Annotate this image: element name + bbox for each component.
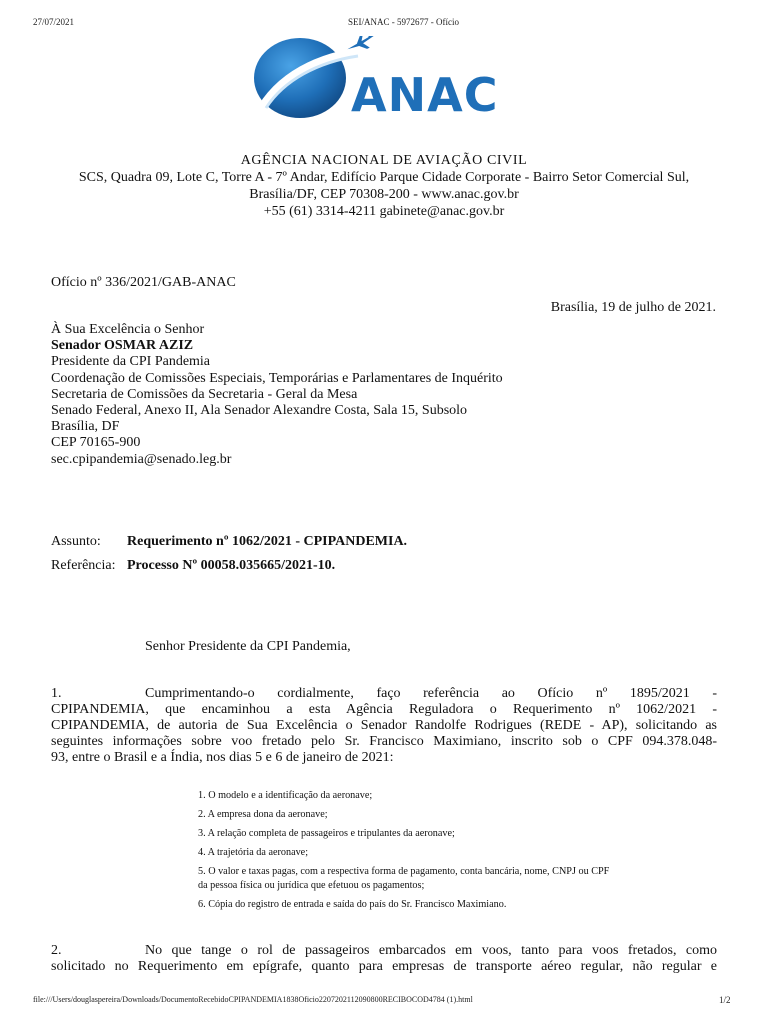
list-item: 5. O valor e taxas pagas, com a respectiva forma de pagamento, conta bancária, nome, CNPJ ou CPF — [198, 866, 610, 877]
recipient-line: CEP 70165-900 — [51, 435, 141, 451]
list-item-continuation: da pessoa física ou jurídica que efetuou os pagamentos; — [198, 880, 425, 891]
recipient-name-prefix: Senador — [51, 338, 105, 354]
requested-items-list — [198, 789, 738, 917]
recipient-line: Brasília, DF — [51, 419, 120, 435]
print-date: 27/07/2021 — [33, 17, 75, 27]
agency-header — [30, 152, 738, 220]
subject-label: Assunto: — [51, 534, 101, 549]
recipient-line: Presidente da CPI Pandemia — [51, 354, 211, 370]
paragraph-2-number: 2. — [51, 943, 62, 958]
recipient-line: Secretaria de Comissões da Secretaria - Geral da Mesa — [51, 386, 358, 402]
salutation: Senhor Presidente da CPI Pandemia, — [145, 639, 351, 654]
print-page-number: 1/2 — [719, 995, 731, 1005]
paragraph-1-lead: Cumprimentando-o cordialmente, faço referência ao Ofício nº 1895/2021 - — [145, 686, 717, 701]
print-title: SEI/ANAC - 5972677 - Ofício — [348, 17, 459, 27]
paragraph-1-line: CPIPANDEMIA, de autoria de Sua Excelência o Senador Randolfe Rodrigues (REDE - AP), solicitando as — [51, 718, 717, 733]
list-item: 2. A empresa dona da aeronave; — [198, 809, 328, 820]
subject-text: Requerimento nº 1062/2021 - CPIPANDEMIA. — [127, 534, 408, 549]
logo-wordmark: ANAC — [351, 68, 499, 122]
reference-label: Referência: — [51, 558, 116, 573]
reference-text: Processo Nº 00058.035665/2021-10. — [127, 558, 336, 573]
agency-address-1: SCS, Quadra 09, Lote C, Torre A - 7º Andar, Edifício Parque Cidade Corporate - Bairro Setor Comercial Sul, — [78, 170, 690, 185]
recipient-line: Senado Federal, Anexo II, Ala Senador Alexandre Costa, Sala 15, Subsolo — [51, 403, 468, 419]
recipient-greeting: À Sua Excelência o Senhor — [51, 322, 205, 337]
paragraph-1-body — [51, 702, 717, 766]
recipient-email: sec.cpipandemia@senado.leg.br — [51, 451, 232, 467]
agency-contact: +55 (61) 3314-4211 gabinete@anac.gov.br — [263, 204, 505, 219]
paragraph-1-line: seguintes informações sobre voo fretado pelo Sr. Francisco Maximiano, inscrito sob o CPF 094.378.048- — [51, 734, 717, 749]
recipient-line: Coordenação de Comissões Especiais, Temporárias e Parlamentares de Inquérito — [51, 370, 503, 386]
recipient-name: OSMAR AZIZ — [104, 338, 194, 354]
paragraph-1-line: 93, entre o Brasil e a Índia, nos dias 5 e 6 de janeiro de 2021: — [51, 750, 394, 765]
print-footer-path: file:///Users/douglaspereira/Downloads/DocumentoRecebidoCPIPANDEMIA1838Oficio2207202112090800RECIBOCOD4784 (1).html — [33, 995, 473, 1004]
agency-name: AGÊNCIA NACIONAL DE AVIAÇÃO CIVIL — [240, 153, 528, 168]
recipient-block — [51, 322, 741, 468]
list-item: 3. A relação completa de passageiros e tripulantes da aeronave; — [198, 828, 455, 839]
list-item: 1. O modelo e a identificação da aeronave; — [198, 790, 373, 801]
anac-logo — [248, 36, 528, 148]
paragraph-2-lead: No que tange o rol de passageiros embarcados em voos, tanto para voos fretados, como — [145, 943, 717, 958]
paragraph-1-number: 1. — [51, 686, 62, 701]
paragraph-2-line: solicitado no Requerimento em epígrafe, quanto para empresas de transporte aéreo regular, não regular e — [51, 959, 717, 974]
letter-date: Brasília, 19 de julho de 2021. — [550, 300, 716, 315]
list-item: 4. A trajetória da aeronave; — [198, 847, 309, 858]
agency-address-2: Brasília/DF, CEP 70308-200 - www.anac.gov.br — [249, 187, 519, 202]
list-item: 6. Cópia do registro de entrada e saída do país do Sr. Francisco Maximiano. — [198, 899, 507, 910]
recipient-name-line — [51, 338, 741, 354]
letter-number: Ofício nº 336/2021/GAB-ANAC — [51, 275, 236, 290]
paragraph-1-line: CPIPANDEMIA, que encaminhou a esta Agência Reguladora o Requerimento nº 1062/2021 - — [51, 702, 717, 717]
